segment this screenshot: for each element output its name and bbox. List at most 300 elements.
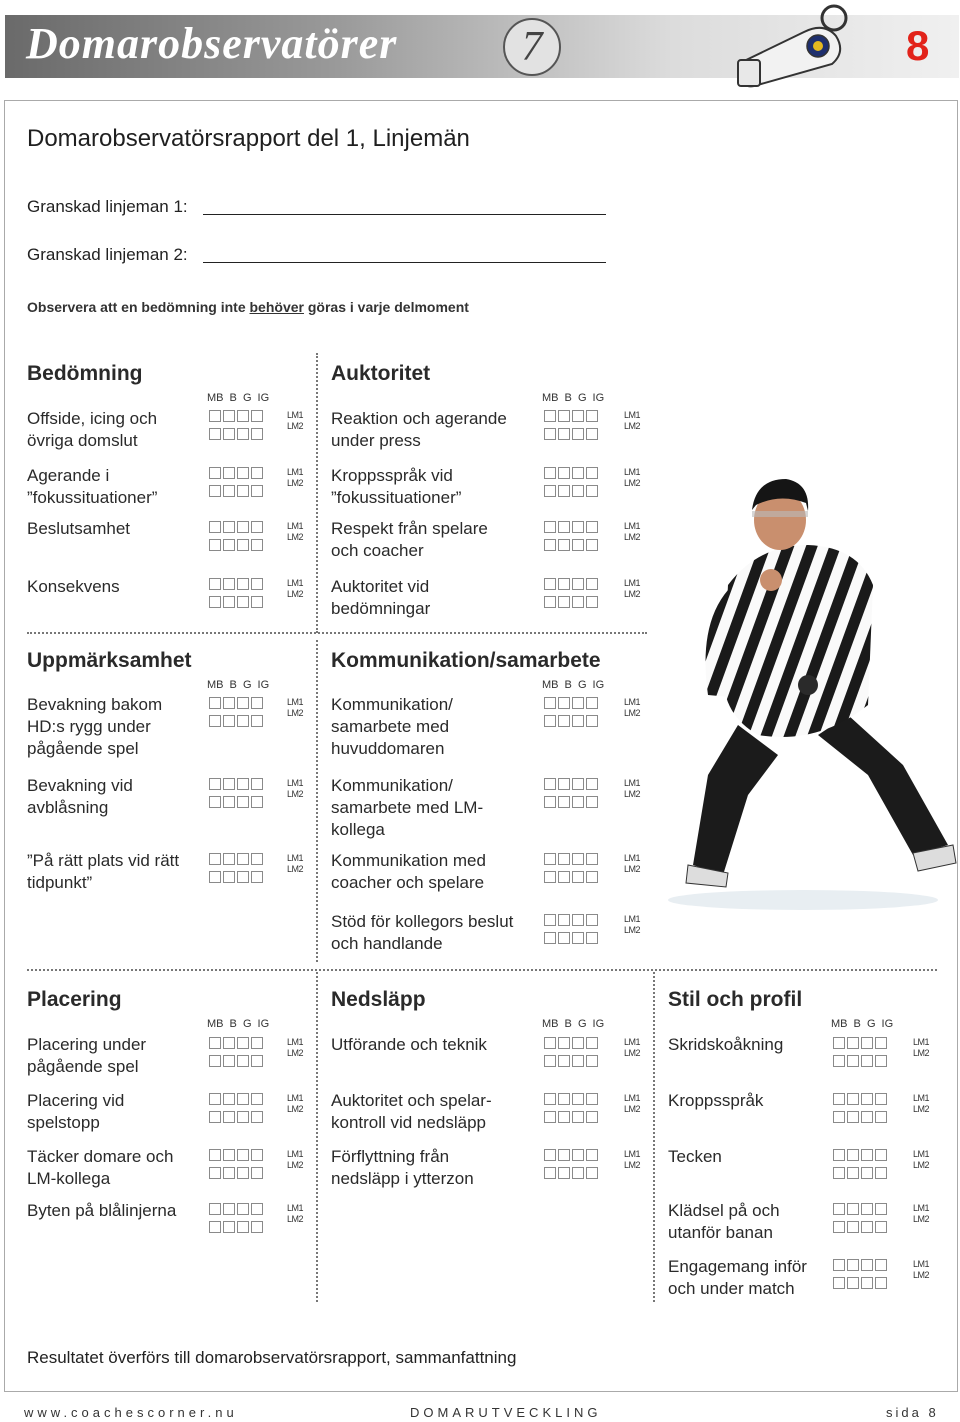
grade-checkbox[interactable] [572, 715, 584, 727]
grade-checkbox[interactable] [544, 932, 556, 944]
lm2-label: LM2 [624, 708, 641, 718]
grade-checkbox[interactable] [544, 428, 556, 440]
linesman-labels [624, 467, 640, 489]
lm1-label: LM1 [287, 1149, 304, 1159]
grade-checkbox[interactable] [833, 1221, 845, 1233]
grade-header: MB B G IG [542, 1018, 605, 1030]
linesman-labels [287, 697, 303, 719]
grade-checkbox[interactable] [558, 485, 570, 497]
grade-checkbox[interactable] [251, 1149, 263, 1161]
grade-checkbox[interactable] [251, 697, 263, 709]
grade-checkbox[interactable] [209, 1167, 221, 1179]
grade-checkbox[interactable] [586, 428, 598, 440]
grade-checkbox[interactable] [223, 1221, 235, 1233]
linesman-labels [913, 1037, 929, 1059]
grade-checkbox[interactable] [223, 485, 235, 497]
criterion-label: Byten på blålinjerna [27, 1201, 177, 1220]
grade-checkbox[interactable] [572, 410, 584, 422]
grade-checkbox[interactable] [558, 1167, 570, 1179]
grade-checkbox[interactable] [572, 521, 584, 533]
grade-checkbox[interactable] [558, 521, 570, 533]
lm2-label: LM2 [287, 478, 304, 488]
grade-checkbox-group [209, 1037, 273, 1073]
lm2-label: LM2 [287, 589, 304, 599]
grade-checkbox[interactable] [223, 521, 235, 533]
grade-checkbox[interactable] [237, 428, 249, 440]
grade-header: MB B G IG [207, 1018, 270, 1030]
grade-checkbox[interactable] [586, 778, 598, 790]
grade-checkbox[interactable] [572, 932, 584, 944]
lm2-label: LM2 [913, 1270, 930, 1280]
grade-checkbox[interactable] [572, 1055, 584, 1067]
grade-checkbox[interactable] [544, 796, 556, 808]
lm1-label: LM1 [913, 1149, 930, 1159]
grade-checkbox[interactable] [223, 596, 235, 608]
grade-checkbox[interactable] [572, 853, 584, 865]
grade-checkbox[interactable] [833, 1093, 845, 1105]
grade-checkbox[interactable] [558, 914, 570, 926]
grade-checkbox[interactable] [586, 853, 598, 865]
grade-checkbox[interactable] [237, 410, 249, 422]
grade-checkbox[interactable] [209, 1149, 221, 1161]
criterion-label: Bevakning vid avblåsning [27, 776, 133, 817]
grade-checkbox[interactable] [847, 1259, 859, 1271]
lm1-label: LM1 [287, 1203, 304, 1213]
grade-checkbox[interactable] [586, 1149, 598, 1161]
grade-checkbox[interactable] [251, 778, 263, 790]
grade-checkbox[interactable] [833, 1259, 845, 1271]
grade-checkbox[interactable] [223, 1111, 235, 1123]
grade-checkbox[interactable] [558, 715, 570, 727]
column-divider [316, 353, 318, 633]
lm1-label: LM1 [287, 1037, 304, 1047]
grade-checkbox-group [209, 1203, 273, 1239]
grade-checkbox[interactable] [223, 1149, 235, 1161]
grade-checkbox[interactable] [209, 796, 221, 808]
grade-checkbox[interactable] [237, 521, 249, 533]
grade-checkbox[interactable] [251, 1203, 263, 1215]
grade-checkbox[interactable] [223, 715, 235, 727]
linesman-labels [287, 578, 303, 600]
grade-checkbox[interactable] [237, 1055, 249, 1067]
grade-checkbox[interactable] [586, 1111, 598, 1123]
grade-checkbox[interactable] [847, 1055, 859, 1067]
grade-checkbox[interactable] [572, 467, 584, 479]
linesman-labels [624, 1093, 640, 1115]
grade-checkbox[interactable] [586, 914, 598, 926]
grade-checkbox[interactable] [209, 1221, 221, 1233]
grade-checkbox-group [544, 1037, 608, 1073]
grade-checkbox[interactable] [558, 539, 570, 551]
grade-checkbox[interactable] [209, 1093, 221, 1105]
grade-checkbox[interactable] [558, 428, 570, 440]
criterion-label: Placering under pågående spel [27, 1035, 147, 1076]
lm1-label: LM1 [287, 578, 304, 588]
grade-checkbox[interactable] [223, 467, 235, 479]
grade-checkbox[interactable] [558, 796, 570, 808]
grade-checkbox[interactable] [558, 932, 570, 944]
grade-checkbox[interactable] [847, 1093, 859, 1105]
criterion-label: Auktoritet och spelar- kontroll vid nedsläpp [331, 1091, 492, 1132]
grade-checkbox[interactable] [558, 1037, 570, 1049]
grade-checkbox[interactable] [209, 578, 221, 590]
lm1-label: LM1 [624, 578, 641, 588]
grade-checkbox[interactable] [223, 697, 235, 709]
linesman-1-label: Granskad linjeman 1: [27, 197, 188, 216]
linesman-labels [913, 1093, 929, 1115]
grade-checkbox[interactable] [223, 1203, 235, 1215]
grade-checkbox[interactable] [251, 1167, 263, 1179]
grade-checkbox[interactable] [833, 1203, 845, 1215]
criterion-label: Kommunikation/ samarbete med LM- kollega [331, 776, 484, 839]
grade-checkbox[interactable] [586, 697, 598, 709]
grade-checkbox[interactable] [237, 467, 249, 479]
grade-checkbox[interactable] [875, 1037, 887, 1049]
lm1-label: LM1 [287, 778, 304, 788]
grade-checkbox[interactable] [237, 1221, 249, 1233]
grade-checkbox[interactable] [875, 1149, 887, 1161]
lm1-label: LM1 [287, 1093, 304, 1103]
grade-checkbox[interactable] [847, 1037, 859, 1049]
grade-checkbox[interactable] [237, 1093, 249, 1105]
criterion-label: Bevakning bakom HD:s rygg under pågående spel [27, 695, 163, 758]
criterion-label: Placering vid spelstopp [27, 1091, 125, 1132]
section-title-stil: Stil och profil [668, 988, 803, 1011]
grade-checkbox[interactable] [861, 1055, 873, 1067]
grade-checkbox[interactable] [223, 578, 235, 590]
grade-checkbox[interactable] [586, 715, 598, 727]
lm2-label: LM2 [913, 1104, 930, 1114]
grade-checkbox[interactable] [586, 1037, 598, 1049]
lm2-label: LM2 [913, 1160, 930, 1170]
grade-checkbox[interactable] [847, 1277, 859, 1289]
grade-checkbox[interactable] [251, 715, 263, 727]
grade-checkbox[interactable] [209, 1037, 221, 1049]
criterion-label: Kroppsspråk [668, 1091, 764, 1110]
grade-checkbox[interactable] [544, 871, 556, 883]
grade-checkbox[interactable] [586, 596, 598, 608]
grade-checkbox[interactable] [572, 778, 584, 790]
grade-checkbox[interactable] [586, 932, 598, 944]
grade-checkbox[interactable] [833, 1037, 845, 1049]
lm2-label: LM2 [624, 532, 641, 542]
linesman-labels [624, 778, 640, 800]
lm1-label: LM1 [624, 778, 641, 788]
grade-checkbox[interactable] [833, 1111, 845, 1123]
grade-checkbox[interactable] [572, 1093, 584, 1105]
grade-checkbox[interactable] [223, 539, 235, 551]
grade-checkbox[interactable] [572, 1167, 584, 1179]
grade-checkbox[interactable] [847, 1203, 859, 1215]
lm1-label: LM1 [287, 521, 304, 531]
lm1-label: LM1 [913, 1203, 930, 1213]
grade-checkbox[interactable] [875, 1167, 887, 1179]
grade-checkbox[interactable] [209, 1055, 221, 1067]
grade-checkbox[interactable] [209, 853, 221, 865]
grade-checkbox[interactable] [237, 1037, 249, 1049]
grade-checkbox[interactable] [209, 539, 221, 551]
grade-checkbox[interactable] [209, 410, 221, 422]
grade-checkbox[interactable] [558, 410, 570, 422]
linesman-2-field[interactable] [203, 262, 606, 263]
grade-checkbox-group [544, 914, 608, 950]
grade-checkbox[interactable] [847, 1167, 859, 1179]
grade-checkbox[interactable] [544, 1055, 556, 1067]
grade-checkbox[interactable] [544, 697, 556, 709]
grade-checkbox[interactable] [572, 796, 584, 808]
grade-checkbox[interactable] [209, 485, 221, 497]
grade-checkbox[interactable] [209, 596, 221, 608]
grade-checkbox[interactable] [251, 1111, 263, 1123]
criterion-label: Kroppsspråk vid ”fokussituationer” [331, 466, 462, 507]
grade-checkbox[interactable] [544, 1111, 556, 1123]
criterion-label: Respekt från spelare och coacher [331, 519, 488, 560]
linesman-labels [913, 1203, 929, 1225]
grade-checkbox[interactable] [237, 578, 249, 590]
grade-checkbox[interactable] [572, 1037, 584, 1049]
grade-checkbox[interactable] [861, 1167, 873, 1179]
document-title: Domarobservatörsrapport del 1, Linjemän [27, 125, 470, 152]
grade-checkbox[interactable] [847, 1111, 859, 1123]
grade-checkbox[interactable] [586, 1055, 598, 1067]
grade-checkbox[interactable] [251, 539, 263, 551]
grade-checkbox[interactable] [875, 1093, 887, 1105]
grade-checkbox[interactable] [544, 853, 556, 865]
grade-checkbox[interactable] [237, 596, 249, 608]
grade-checkbox[interactable] [223, 1093, 235, 1105]
grade-checkbox[interactable] [586, 485, 598, 497]
grade-checkbox[interactable] [861, 1259, 873, 1271]
grade-checkbox[interactable] [861, 1277, 873, 1289]
grade-checkbox[interactable] [237, 697, 249, 709]
grade-checkbox[interactable] [586, 410, 598, 422]
grade-checkbox[interactable] [544, 715, 556, 727]
grade-checkbox[interactable] [251, 871, 263, 883]
grade-checkbox-group [544, 578, 608, 614]
grade-checkbox[interactable] [875, 1221, 887, 1233]
linesman-labels [624, 1149, 640, 1171]
grade-checkbox[interactable] [558, 1111, 570, 1123]
grade-checkbox[interactable] [586, 871, 598, 883]
grade-checkbox[interactable] [572, 539, 584, 551]
grade-checkbox[interactable] [572, 596, 584, 608]
criterion-label: Engagemang inför och under match [668, 1257, 807, 1298]
grade-checkbox[interactable] [544, 1093, 556, 1105]
grade-checkbox[interactable] [875, 1055, 887, 1067]
grade-checkbox[interactable] [209, 697, 221, 709]
grade-checkbox[interactable] [223, 428, 235, 440]
grade-checkbox[interactable] [847, 1221, 859, 1233]
lm1-label: LM1 [624, 1093, 641, 1103]
grade-checkbox[interactable] [544, 467, 556, 479]
grade-checkbox[interactable] [209, 1203, 221, 1215]
grade-checkbox[interactable] [572, 871, 584, 883]
grade-checkbox[interactable] [251, 853, 263, 865]
grade-checkbox[interactable] [572, 1111, 584, 1123]
grade-checkbox[interactable] [586, 796, 598, 808]
lm2-label: LM2 [913, 1214, 930, 1224]
grade-checkbox[interactable] [237, 485, 249, 497]
grade-checkbox[interactable] [544, 485, 556, 497]
grade-checkbox[interactable] [209, 871, 221, 883]
grade-checkbox[interactable] [558, 596, 570, 608]
grade-checkbox[interactable] [586, 578, 598, 590]
footer-page: sida 8 [886, 1405, 939, 1420]
page-number: 8 [906, 22, 930, 69]
grade-checkbox[interactable] [223, 1167, 235, 1179]
grade-checkbox[interactable] [833, 1277, 845, 1289]
grade-checkbox[interactable] [558, 871, 570, 883]
grade-checkbox-group [209, 853, 273, 889]
grade-checkbox[interactable] [861, 1203, 873, 1215]
grade-checkbox[interactable] [251, 596, 263, 608]
grade-checkbox[interactable] [237, 871, 249, 883]
lm1-label: LM1 [913, 1037, 930, 1047]
grade-checkbox[interactable] [558, 697, 570, 709]
grade-checkbox[interactable] [861, 1149, 873, 1161]
grade-checkbox[interactable] [209, 715, 221, 727]
grade-checkbox[interactable] [833, 1149, 845, 1161]
grade-checkbox[interactable] [251, 428, 263, 440]
lm2-label: LM2 [287, 1104, 304, 1114]
grade-checkbox[interactable] [251, 410, 263, 422]
grade-checkbox[interactable] [237, 1167, 249, 1179]
grade-checkbox[interactable] [544, 578, 556, 590]
grade-checkbox[interactable] [251, 1055, 263, 1067]
grade-checkbox-group [544, 697, 608, 733]
grade-checkbox-group [544, 521, 608, 557]
grade-checkbox[interactable] [209, 467, 221, 479]
grade-checkbox[interactable] [237, 1111, 249, 1123]
grade-checkbox[interactable] [861, 1037, 873, 1049]
linesman-labels [624, 1037, 640, 1059]
lm1-label: LM1 [624, 697, 641, 707]
grade-checkbox[interactable] [586, 467, 598, 479]
grade-checkbox[interactable] [237, 1149, 249, 1161]
grade-checkbox[interactable] [558, 1093, 570, 1105]
criterion-label: Offside, icing och övriga domslut [27, 409, 158, 450]
grade-checkbox[interactable] [237, 715, 249, 727]
grade-header: MB B G IG [542, 392, 605, 404]
grade-checkbox[interactable] [558, 778, 570, 790]
grade-checkbox[interactable] [586, 1167, 598, 1179]
grade-checkbox[interactable] [586, 539, 598, 551]
grade-checkbox[interactable] [833, 1167, 845, 1179]
grade-checkbox[interactable] [861, 1221, 873, 1233]
grade-checkbox[interactable] [237, 778, 249, 790]
grade-checkbox[interactable] [237, 853, 249, 865]
grade-checkbox[interactable] [544, 1167, 556, 1179]
grade-checkbox[interactable] [223, 871, 235, 883]
grade-checkbox[interactable] [572, 428, 584, 440]
grade-checkbox[interactable] [572, 914, 584, 926]
grade-checkbox[interactable] [251, 521, 263, 533]
grade-checkbox[interactable] [847, 1149, 859, 1161]
grade-checkbox[interactable] [209, 521, 221, 533]
linesman-labels [624, 521, 640, 543]
grade-checkbox[interactable] [544, 1037, 556, 1049]
grade-checkbox[interactable] [544, 778, 556, 790]
grade-checkbox[interactable] [558, 1055, 570, 1067]
grade-checkbox[interactable] [209, 778, 221, 790]
grade-checkbox[interactable] [558, 853, 570, 865]
lm2-label: LM2 [287, 532, 304, 542]
grade-checkbox[interactable] [237, 539, 249, 551]
grade-checkbox-group [833, 1093, 897, 1129]
grade-checkbox[interactable] [875, 1259, 887, 1271]
grade-checkbox[interactable] [223, 1037, 235, 1049]
lm2-label: LM2 [287, 1214, 304, 1224]
grade-checkbox[interactable] [223, 796, 235, 808]
grade-checkbox[interactable] [223, 853, 235, 865]
grade-checkbox[interactable] [544, 596, 556, 608]
lm1-label: LM1 [287, 853, 304, 863]
grade-checkbox[interactable] [572, 485, 584, 497]
grade-checkbox[interactable] [223, 410, 235, 422]
grade-checkbox[interactable] [544, 521, 556, 533]
linesman-1-field[interactable] [203, 214, 606, 215]
grade-checkbox-group [833, 1203, 897, 1239]
grade-checkbox[interactable] [209, 1111, 221, 1123]
grade-checkbox[interactable] [572, 1149, 584, 1161]
grade-checkbox[interactable] [544, 1149, 556, 1161]
grade-checkbox[interactable] [251, 467, 263, 479]
lm2-label: LM2 [624, 589, 641, 599]
grade-checkbox-group [209, 778, 273, 814]
grade-checkbox[interactable] [861, 1111, 873, 1123]
grade-checkbox[interactable] [875, 1203, 887, 1215]
lm1-label: LM1 [913, 1259, 930, 1269]
grade-checkbox[interactable] [572, 578, 584, 590]
grade-checkbox[interactable] [544, 539, 556, 551]
grade-checkbox[interactable] [251, 796, 263, 808]
lm1-label: LM1 [913, 1093, 930, 1103]
grade-checkbox[interactable] [586, 521, 598, 533]
grade-checkbox[interactable] [558, 467, 570, 479]
grade-checkbox-group [833, 1037, 897, 1073]
grade-checkbox[interactable] [251, 485, 263, 497]
grade-checkbox-group [544, 1093, 608, 1129]
whistle-icon [734, 2, 854, 90]
lm2-label: LM2 [624, 925, 641, 935]
grade-checkbox[interactable] [209, 428, 221, 440]
grade-checkbox[interactable] [875, 1111, 887, 1123]
grade-checkbox[interactable] [875, 1277, 887, 1289]
grade-checkbox[interactable] [223, 778, 235, 790]
grade-checkbox[interactable] [251, 1037, 263, 1049]
grade-checkbox[interactable] [544, 914, 556, 926]
grade-checkbox[interactable] [223, 1055, 235, 1067]
grade-checkbox[interactable] [833, 1055, 845, 1067]
section-title-kommunikation: Kommunikation/samarbete [331, 649, 601, 672]
linesman-labels [624, 914, 640, 936]
lm2-label: LM2 [624, 1048, 641, 1058]
result-note: Resultatet överförs till domarobservatörsrapport, sammanfattning [27, 1348, 517, 1367]
grade-checkbox[interactable] [558, 1149, 570, 1161]
grade-checkbox[interactable] [237, 796, 249, 808]
grade-checkbox[interactable] [251, 1093, 263, 1105]
criterion-label: Utförande och teknik [331, 1035, 487, 1054]
grade-checkbox[interactable] [544, 410, 556, 422]
grade-checkbox[interactable] [586, 1093, 598, 1105]
grade-checkbox[interactable] [251, 578, 263, 590]
grade-checkbox[interactable] [861, 1093, 873, 1105]
lm2-label: LM2 [913, 1048, 930, 1058]
grade-checkbox[interactable] [572, 697, 584, 709]
grade-checkbox[interactable] [558, 578, 570, 590]
grade-checkbox[interactable] [251, 1221, 263, 1233]
grade-checkbox[interactable] [237, 1203, 249, 1215]
